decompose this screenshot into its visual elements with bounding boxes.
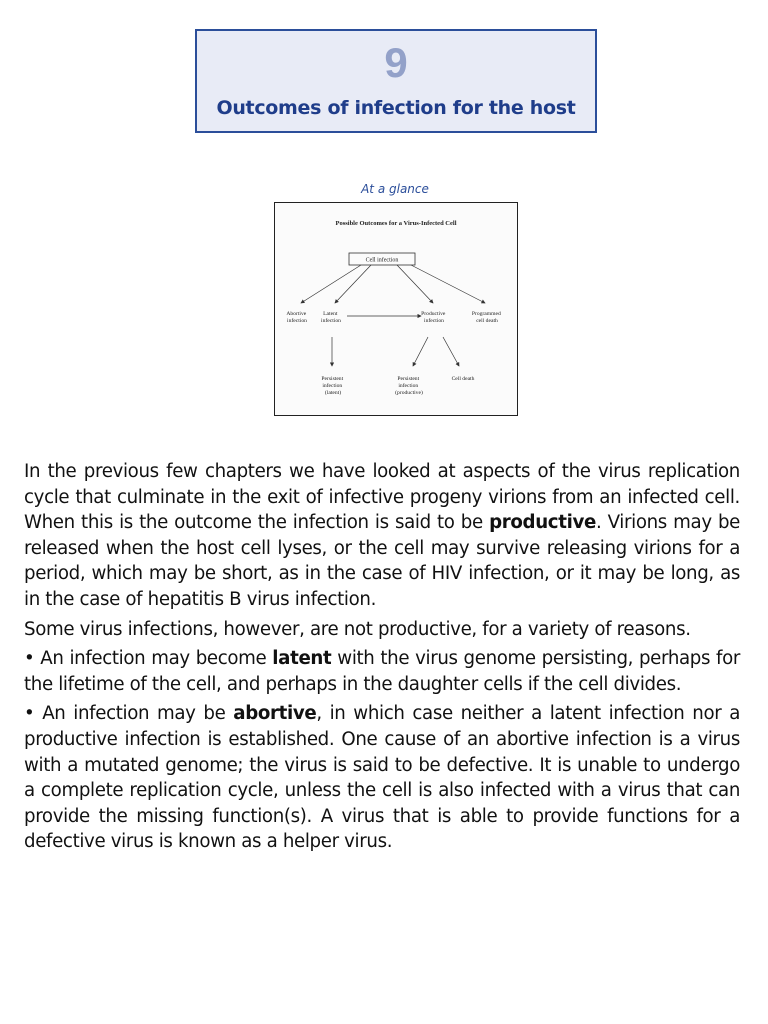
cell-infection-label: Cell infection [365, 257, 399, 264]
term-latent: latent [272, 648, 332, 670]
node-latent: Latent infection [321, 311, 341, 324]
chapter-header [195, 29, 597, 133]
diagram-title: Possible Outcomes for a Virus-Infected Cell [335, 220, 457, 227]
node-abortive: Abortive infection [286, 311, 307, 324]
paragraph-latent: • An infection may become latent with the virus genome persisting, perhaps for the lifetime of the cell, and perhaps in the daughter cells if the cell divides. [24, 648, 740, 695]
at-a-glance-label: At a glance [361, 182, 429, 196]
node-persistent-productive: Persistent infection (productive) [395, 376, 423, 396]
term-productive: productive [489, 512, 596, 534]
node-cell-death: Cell death [451, 376, 475, 382]
term-abortive: abortive [233, 703, 317, 725]
chapter-body [24, 459, 740, 859]
paragraph-intro: In the previous few chapters we have looked at aspects of the virus replication cycle that culminate in the exit of infective progeny virions from an infected cell. When this is the outcome the infection is said to be productive. Virions may be released when the host cell lyses, or the cell may survive releasing virions for a period, which may be short, as in the case of HIV infection, or it may be long, as in the case of hepatitis B virus infection. [24, 461, 741, 610]
node-productive: Productive infection [421, 311, 446, 324]
outcomes-diagram [274, 202, 518, 416]
paragraph-not-productive: Some virus infections, however, are not productive, for a variety of reasons. [24, 618, 691, 640]
node-persistent-latent: Persistent infection (latent) [321, 376, 344, 396]
chapter-title: Outcomes of infection for the host [216, 97, 576, 119]
node-programmed: Programmed cell death [471, 311, 501, 324]
paragraph-abortive: • An infection may be abortive, in which case neither a latent infection nor a productive infection is established. One cause of an abortive infection is a virus with a mutated genome; the virus is said to be defective. It is unable to undergo a complete replication cycle, unless the cell is also infected with a virus that can provide the missing function(s). A virus that is able to provide functions for a defective virus is known as a helper virus. [24, 703, 740, 853]
chapter-number: 9 [384, 39, 408, 86]
